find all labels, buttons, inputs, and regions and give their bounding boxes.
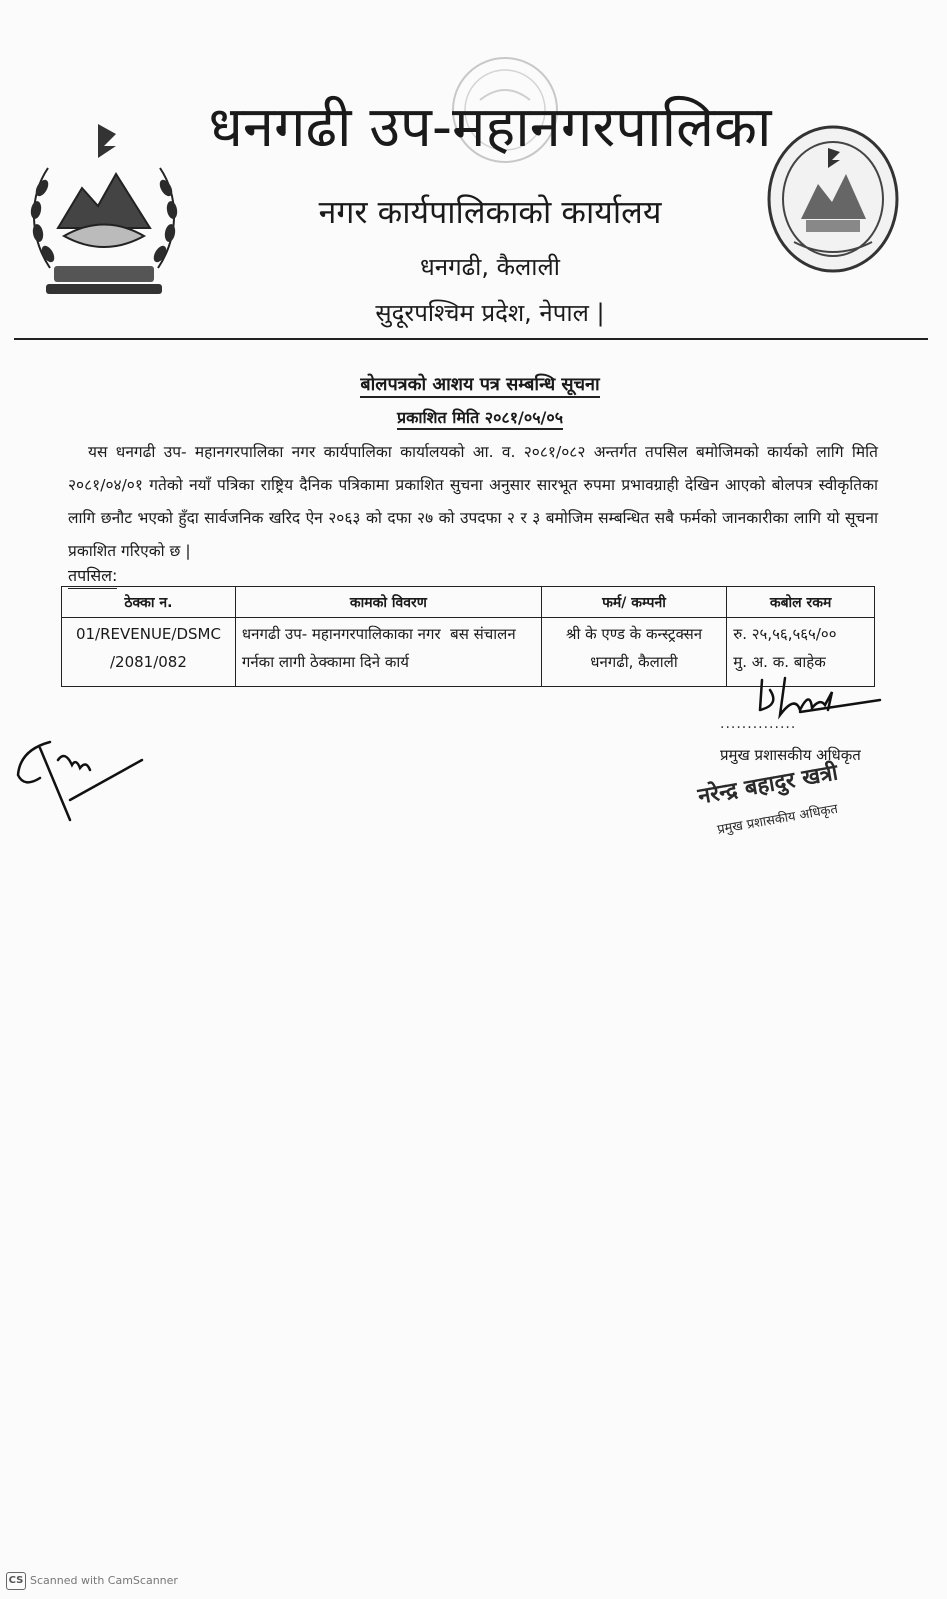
- contract-no-line1: 01/REVENUE/DSMC: [75, 625, 221, 643]
- tapsil-label: तपसिल:: [68, 564, 117, 589]
- initials-signature-icon: [10, 730, 150, 830]
- header-divider: [14, 338, 928, 340]
- municipality-name: धनगढी उप-महानगरपालिका: [208, 95, 772, 160]
- cell-firm: [541, 618, 726, 687]
- work-line2: गर्नका लागी ठेक्कामा दिने कार्य: [241, 653, 409, 671]
- contract-no-line2: /2081/082: [109, 653, 187, 671]
- notice-title: [330, 372, 630, 398]
- camscanner-logo: CS: [6, 1572, 26, 1590]
- table-header-row: [62, 587, 875, 618]
- header-contract-no: ठेक्का न.: [62, 587, 236, 618]
- firm-line1: श्री के एण्ड के कन्स्ट्रक्सन: [565, 625, 703, 643]
- firm-line2: धनगढी, कैलाली: [590, 653, 678, 671]
- stamp-officer-name: नरेन्द्र बहादुर खत्री: [696, 760, 840, 810]
- cell-contract-no: [62, 618, 236, 687]
- office-province: सुदूरपश्चिम प्रदेश, नेपाल |: [375, 299, 605, 327]
- header-amount: कबोल रकम: [727, 587, 875, 618]
- office-city: धनगढी, कैलाली: [420, 253, 560, 281]
- amount-line2: मु. अ. क. बाहेक: [733, 653, 826, 671]
- office-name: नगर कार्यपालिकाको कार्यालय: [318, 193, 662, 231]
- notice-body: यस धनगढी उप- महानगरपालिका नगर कार्यपालिका कार्यालयको आ. व. २०८१/०८२ अन्तर्गत तपसिल बमोजिमको कार्यको लागि मिति २०८१/०४/०१ गतेको नयाँ पत्रिका राष्ट्रिय दैनिक पत्रिकामा प्रकाशित सुचना अनुसार सारभूत रुपमा प्रभावग्राही देखिन आएको बोलपत्र स्वीकृतिका लागि छनौट भएको हुँदा सार्वजनिक खरिद ऐन २०६३ को दफा २७ को उपदफा २ र ३ बमोजिम सम्बन्धित सबै फर्मको जानकारीका लागि यो सूचना प्रकाशित गरिएको छ |: [68, 443, 878, 560]
- notice-title-text: बोलपत्रको आशय पत्र सम्बन्धि सूचना: [360, 374, 599, 398]
- cell-work-description: [235, 618, 541, 687]
- stamp-officer-title: प्रमुख प्रशासकीय अधिकृत: [716, 801, 839, 838]
- header-firm: फर्म/ कम्पनी: [541, 587, 726, 618]
- signature-dots: ..............: [720, 716, 797, 732]
- signatory-title: प्रमुख प्रशासकीय अधिकृत: [720, 746, 861, 764]
- camscanner-watermark: Scanned with CamScanner: [30, 1574, 178, 1587]
- notice-published-date: [330, 406, 630, 430]
- notice-date-text: प्रकाशित मिति २०८१/०५/०५: [397, 408, 563, 430]
- header-work-description: कामको विवरण: [235, 587, 541, 618]
- work-line1: धनगढी उप- महानगरपालिकाका नगर बस संचालन: [241, 625, 516, 643]
- amount-line1: रु. २५,५६,५६५/००: [733, 625, 837, 643]
